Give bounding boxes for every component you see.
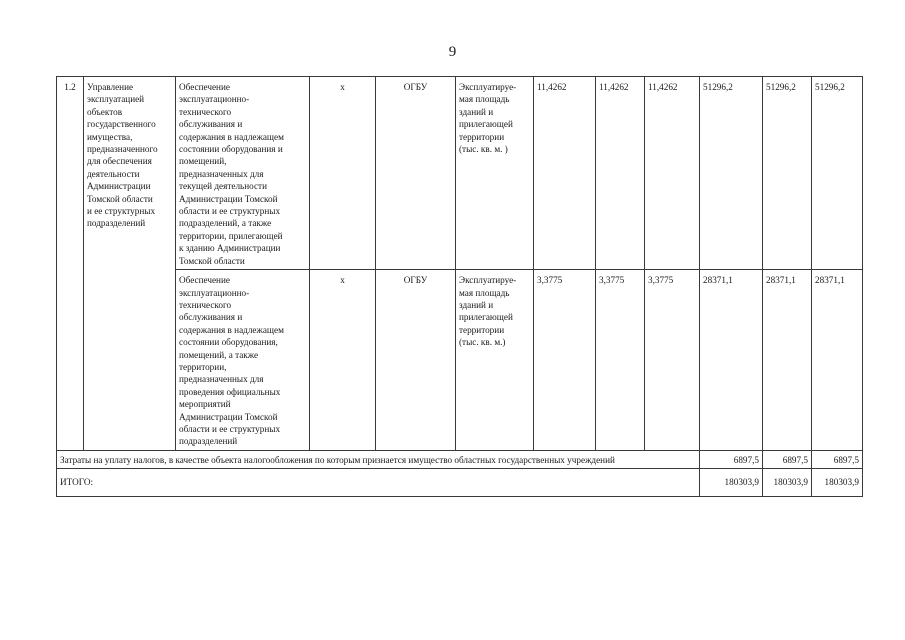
cost-cell: 51296,2 [763, 77, 812, 270]
indicator-cell: Эксплуатируе- мая площадь зданий и прилегающей территории (тыс. кв. м. ) [456, 77, 534, 270]
executor-cell: ОГБУ [376, 270, 456, 451]
description-cell: Обеспечение эксплуатационно- технического обслуживания и содержания в надлежащем состоянии оборудования, помещений, а также территории, предназначенных для проведения официальных мероприятий Администрации Томской области и ее структурных подразделений [176, 270, 310, 451]
table-row [57, 270, 863, 451]
row-number-cell: 1.2 [57, 77, 84, 451]
volume-cell: 3,3775 [534, 270, 596, 451]
tax-value-cell: 6897,5 [700, 450, 763, 468]
mark-cell: х [310, 270, 376, 451]
tax-row [57, 450, 863, 468]
total-row [57, 469, 863, 496]
volume-cell: 3,3775 [596, 270, 645, 451]
total-row-label: ИТОГО: [57, 469, 700, 496]
description-cell: Обеспечение эксплуатационно- технического обслуживания и содержания в надлежащем состоянии оборудования и помещений, предназначенных для текущей деятельности Администрации Томской области и ее структурных подразделений, а также территории, прилегающей к зданию Администрации Томской области [176, 77, 310, 270]
total-value-cell: 180303,9 [700, 469, 763, 496]
indicator-cell: Эксплуатируе- мая площадь зданий и прилегающей территории (тыс. кв. м.) [456, 270, 534, 451]
cost-cell: 51296,2 [812, 77, 863, 270]
cost-cell: 28371,1 [700, 270, 763, 451]
cost-cell: 28371,1 [812, 270, 863, 451]
program-name-cell: Управление эксплуатацией объектов государственного имущества, предназначенного для обеспечения деятельности Администрации Томской области и ее структурных подразделений [84, 77, 176, 451]
table-row [57, 77, 863, 270]
tax-value-cell: 6897,5 [763, 450, 812, 468]
volume-cell: 11,4262 [596, 77, 645, 270]
total-value-cell: 180303,9 [812, 469, 863, 496]
total-value-cell: 180303,9 [763, 469, 812, 496]
tax-value-cell: 6897,5 [812, 450, 863, 468]
cost-cell: 28371,1 [763, 270, 812, 451]
mark-cell: х [310, 77, 376, 270]
volume-cell: 3,3775 [645, 270, 700, 451]
executor-cell: ОГБУ [376, 77, 456, 270]
tax-row-label: Затраты на уплату налогов, в качестве объекта налогообложения по которым признается имущество областных государственных учреждений [57, 450, 700, 468]
volume-cell: 11,4262 [645, 77, 700, 270]
page-number: 9 [448, 44, 457, 60]
cost-cell: 51296,2 [700, 77, 763, 270]
volume-cell: 11,4262 [534, 77, 596, 270]
budget-table [56, 76, 863, 497]
